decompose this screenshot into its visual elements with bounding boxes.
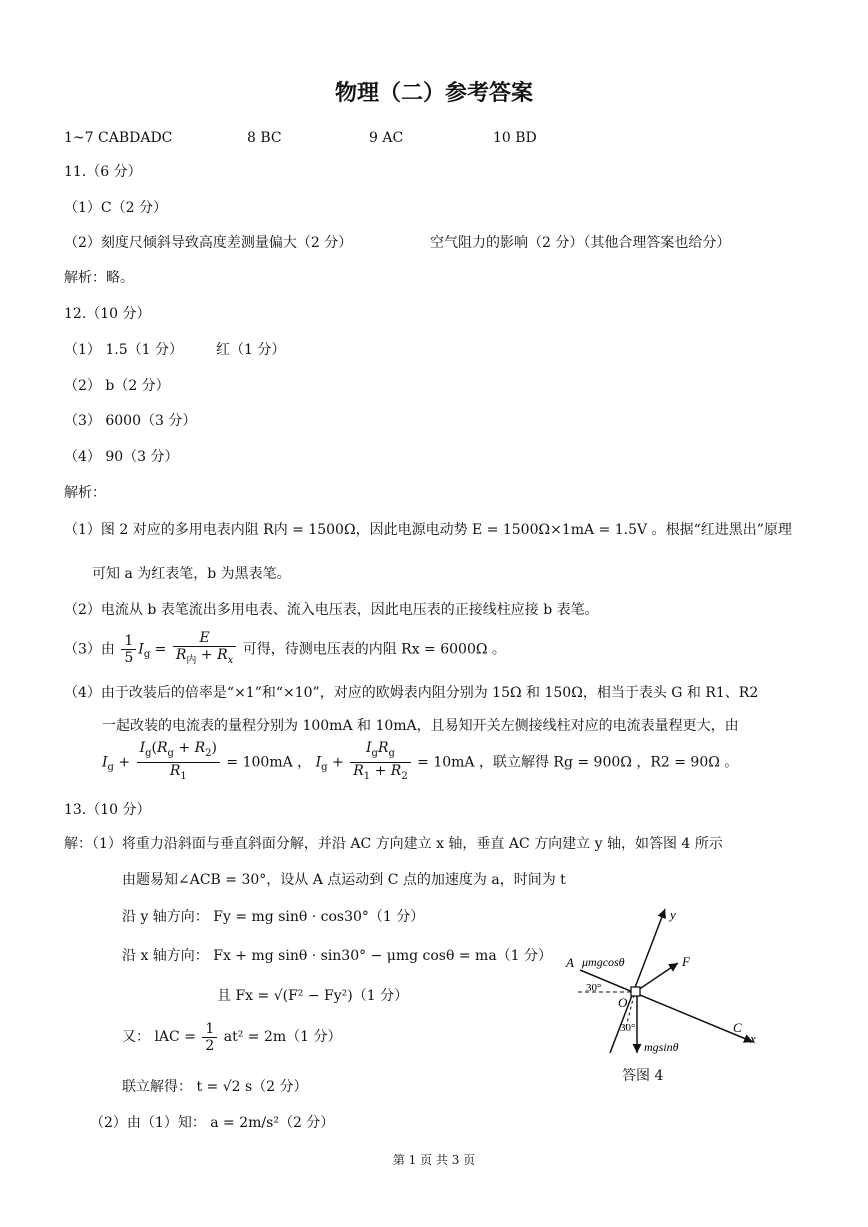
q12-analysis-1-line1: （1）图 2 对应的多用电表内阻 R内 = 1500Ω，因此电源电动势 E = 1500Ω×1mA = 1.5V 。根据“红进黑出”原理 <box>64 522 792 538</box>
label-a: A <box>566 955 574 970</box>
page-footer: 第 1 页 共 3 页 <box>392 1153 476 1167</box>
q13-step6-suffix: at² = 2m（1 分） <box>223 1029 342 1045</box>
q12-analysis-4-line3: $I_g$ + $\frac{I_g(R_g + R_2)}{R_1}$ = 100mA ， $I_g$ + $\frac{I_gR_g}{R_1 + R_2}$ = 10mA ，联立解得 Rg = 900Ω ，R2 = 90Ω 。 <box>102 740 738 788</box>
q13-step6-prefix: 又： lAC = <box>122 1029 196 1045</box>
x-axis-line <box>580 970 753 1042</box>
label-gravity: mgsinθ <box>644 1040 679 1054</box>
q12-part4: （4） 90（3 分） <box>64 449 179 465</box>
q13-step4: 沿 x 轴方向： Fx + mg sinθ · sin30° − μmg cosθ = ma（1 分） <box>122 948 553 964</box>
q12-analysis-label: 解析： <box>64 485 106 501</box>
page-title: 物理（二）参考答案 <box>334 81 533 106</box>
mc-answer-9: 9 AC <box>369 130 404 146</box>
q12-analysis-3: （3）由 $\frac{1}{5}$ $I_g$ = $\frac{E}{R_内 + R_x}$ 可得，待测电压表的内阻 Rx = 6000Ω 。 <box>64 630 506 672</box>
force-diagram <box>560 905 770 1090</box>
q12-part3: （3） 6000（3 分） <box>64 413 197 429</box>
q12-analysis-4-line1: （4）由于改装后的倍率是“×1”和“×10”，对应的欧姆表内阻分别为 15Ω 和 150Ω，相当于表头 G 和 R1、R2 <box>64 685 759 701</box>
force-f-arrow <box>635 963 678 992</box>
label-c: C <box>733 1020 742 1035</box>
block-square <box>631 987 640 996</box>
formula-current-1: $\frac{I_g(R_g + R_2)}{R_1}$ <box>137 740 220 785</box>
q12-analysis-2: （2）电流从 b 表笔流出多用电表、流入电压表，因此电压表的正接线柱应接 b 表笔。 <box>64 602 599 618</box>
label-y: y <box>670 907 676 922</box>
mc-answer-10: 10 BD <box>493 130 537 146</box>
q12-part1a: （1） 1.5（1 分） <box>64 342 183 358</box>
q13-step7: 联立解得： t = √2 s（2 分） <box>122 1079 308 1095</box>
q13-step3: 沿 y 轴方向： Fy = mg sinθ · cos30°（1 分） <box>122 909 425 925</box>
formula-fifth: $\frac{1}{5}$ <box>121 633 136 666</box>
q12-analysis-4-eq2: = 10mA ，联立解得 Rg = 900Ω ，R2 = 90Ω 。 <box>417 754 739 771</box>
label-o: O <box>618 995 628 1010</box>
q13-step5: 且 Fx = √(F² − Fy²)（1 分） <box>217 988 409 1004</box>
q12-analysis-3-suffix: 可得，待测电压表的内阻 Rx = 6000Ω 。 <box>242 641 506 658</box>
label-f: F <box>682 954 690 969</box>
q12-part2: （2） b（2 分） <box>64 378 170 394</box>
q12-analysis-3-prefix: （3）由 <box>64 641 115 658</box>
q11-heading: 11.（6 分） <box>64 164 142 180</box>
q11-part2a: （2）刻度尺倾斜导致高度差测量偏大（2 分） <box>64 235 353 251</box>
formula-emf-over-r: $\frac{E}{R_内 + R_x}$ <box>173 630 236 669</box>
q13-step6 <box>122 1018 342 1056</box>
label-angle-30-bottom: 30° <box>620 1022 636 1034</box>
q11-part2b: 空气阻力的影响（2 分）（其他合理答案也给分） <box>430 235 731 251</box>
label-friction: μmgcosθ <box>582 955 625 969</box>
q13-heading: 13.（10 分） <box>64 802 151 818</box>
figure-caption: 答图 4 <box>622 1068 664 1084</box>
q13-step2: 由题易知∠ACB = 30°，设从 A 点运动到 C 点的加速度为 a，时间为 t <box>122 872 566 888</box>
mc-answers-1-7: 1~7 CABDADC <box>64 130 173 146</box>
q11-analysis: 解析：略。 <box>64 270 134 286</box>
q12-analysis-4-eq1: = 100mA ， <box>226 754 312 771</box>
label-angle-30-top: 30° <box>586 982 602 994</box>
q12-analysis-1-line2: 可知 a 为红表笔，b 为黑表笔。 <box>92 566 291 582</box>
q12-part1b: 红（1 分） <box>216 342 286 358</box>
q13-step1: 解：（1）将重力沿斜面与垂直斜面分解，并沿 AC 方向建立 x 轴，垂直 AC 方向建立 y 轴，如答图 4 所示 <box>64 836 723 852</box>
mc-answer-8: 8 BC <box>247 130 282 146</box>
formula-half: $\frac{1}{2}$ <box>202 1021 217 1054</box>
q12-analysis-4-line2: 一起改装的电流表的量程分别为 100mA 和 10mA，且易知开关左侧接线柱对应的电流表量程更大，由 <box>102 718 739 734</box>
q13-step8: （2）由（1）知： a = 2m/s²（2 分） <box>90 1115 335 1131</box>
label-x: x <box>750 1031 756 1046</box>
formula-current-2: $\frac{I_gR_g}{R_1 + R_2}$ <box>350 740 410 785</box>
q12-heading: 12.（10 分） <box>64 306 151 322</box>
q11-part1: （1）C（2 分） <box>64 200 167 216</box>
